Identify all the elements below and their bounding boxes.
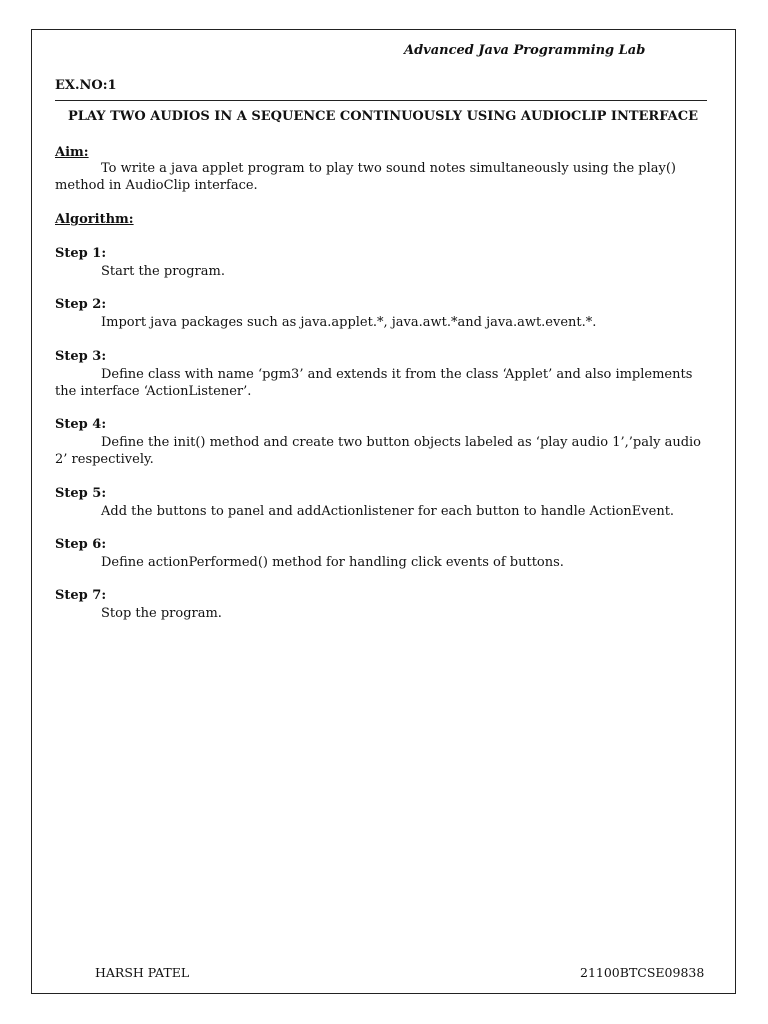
step-2-label: Step 2: <box>55 297 107 312</box>
step-5-label: Step 5: <box>55 486 107 501</box>
step-3-label: Step 3: <box>55 349 107 364</box>
course-title: Advanced Java Programming Lab <box>404 43 646 58</box>
roll-number: 21100BTCSE09838 <box>580 965 705 980</box>
step-4-text: Define the init() method and create two button objects labeled as ‘play audio 1’,’paly audio 2’ respectively. <box>55 435 702 467</box>
step-3-text: Define class with name ‘pgm3’ and extends it from the class ‘Applet’ and also implements the interface ‘ActionListener’. <box>55 367 693 399</box>
step-1-label: Step 1: <box>55 246 107 261</box>
aim-text: To write a java applet program to play two sound notes simultaneously using the play() method in AudioClip interface. <box>55 161 676 193</box>
step-7-text: Stop the program. <box>101 606 222 621</box>
exercise-number: EX.NO:1 <box>55 78 117 93</box>
step-7-label: Step 7: <box>55 588 107 603</box>
step-5-text: Add the buttons to panel and addActionlistener for each button to handle ActionEvent. <box>101 504 675 519</box>
document-title: PLAY TWO AUDIOS IN A SEQUENCE CONTINUOUSLY USING AUDIOCLIP INTERFACE <box>67 109 699 124</box>
student-name: HARSH PATEL <box>95 965 190 980</box>
step-6-label: Step 6: <box>55 537 107 552</box>
algorithm-heading: Algorithm: <box>55 212 134 227</box>
aim-heading: Aim: <box>55 145 89 160</box>
step-2-text: Import java packages such as java.applet.*, java.awt.*and java.awt.event.*. <box>101 315 597 330</box>
step-4-label: Step 4: <box>55 417 107 432</box>
header-divider <box>55 100 707 101</box>
step-1-text: Start the program. <box>101 264 225 279</box>
step-6-text: Define actionPerformed() method for handling click events of buttons. <box>101 555 564 570</box>
